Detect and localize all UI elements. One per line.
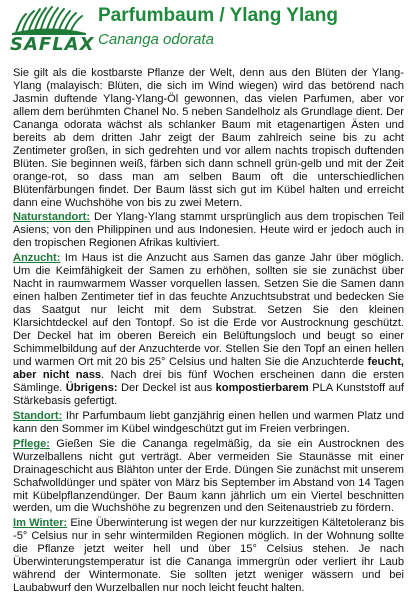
section-text: Im Haus ist die Anzucht aus Samen das ganze Jahr über möglich. Um die Keimfähigkeit der Samen zu erhöhen, sollten sie sie zunächst über Nacht in raumwarmem Wasser vorquellen lassen. Setzen Sie die Samen dann einen halben Zentimeter tief in das feuchte Anzuchtsubstrat und bedecken Sie das Saatgut nur leicht mit dem Substrat. Setzen Sie den kleinen Klarsichtdeckel auf den Tontopf. So ist die Erde vor Austrocknung geschützt. Der Deckel hat im oberen Bereich ein Belüftungsloch und beugt so einer Schimmelbildung auf der Anzuchterde vor. Stellen Sie den Topf an einen hellen und warmen Ort mit 20 bis 25° Celsius und halten Sie die Anzuchterde (13, 252, 404, 368)
section-text: Ihr Parfumbaum liebt ganzjährig einen hellen und warmen Platz und kann den Sommer im Kübel windgeschützt gut im Freien verbringen. (13, 409, 404, 435)
section-pflege (13, 438, 404, 516)
saflax-logo (10, 6, 95, 58)
bold-text: feucht, aber nicht nass (13, 355, 404, 381)
section-im-winter (13, 517, 404, 595)
intro-paragraph: Sie gilt als die kostbarste Pflanze der Welt, denn aus den Blüten der Ylang-Ylang (malayisch: Blüten, die sich im Wind wiegen) wird das betörend nach Jasmin duftende Ylang-Ylang-Öl gewonnen, das vielen Parfumen, aber vor allem dem berühmten Chanel No. 5 neben Sandelholz als Grundlage dient. Der Cananga odorata wächst als schlanker Baum mit etagenartigen Ästen und bereits ab dem dritten Jahr zeigt der Baum zahlreich seine bis zu acht Zentimeter großen, in sich gedrehten und vor allem nachts tropisch duftenden Blüten. Sie beginnen weiß, färben sich dann schnell grün-gelb und mit der Zeit orange-rot, so dass man am selben Baum oft die unterschiedlichen Blütenfärbungen findet. Der Baum lässt sich gut im Kübel halten und erreicht dann eine Wuchshöhe von bis zu zwei Metern. (13, 67, 404, 209)
bold-text: kompostierbarem (215, 381, 309, 394)
header (0, 0, 416, 60)
section-text: Der Ylang-Ylang stammt ursprünglich aus dem tropischen Teil Asiens; von den Philippinen und aus Indonesien. Heute wird er jedoch auch in den tropischen Regionen Afrikas kultiviert. (13, 211, 404, 250)
page-title: Parfumbaum / Ylang Ylang (98, 5, 339, 26)
section-text: Der Deckel ist aus (117, 381, 216, 394)
section-heading: Anzucht: (13, 252, 61, 265)
grass-logo-icon (10, 6, 88, 36)
section-standort (13, 410, 404, 436)
page-subtitle: Cananga odorata (98, 31, 214, 48)
section-anzucht (13, 252, 404, 407)
section-text: Eine Überwinterung ist wegen der nur kurzzeitigen Kältetoleranz bis -5° Celsius nur in sehr wintermilden Regionen möglich. In der Wohnung sollte die Pflanze jetzt weiter hell und über 15° Celsius stehen. Je nach Überwinterungstemperatur ist die Cananga immergrün oder verliert ihr Laub während der Wintermonate. Sie sollten jetzt weniger wässern und bei Laubabwurf den Wurzelballen nur noch leicht feucht halten. (13, 517, 404, 595)
section-text: Gießen Sie die Cananga regelmäßig, da sie ein Austrocknen des Wurzelballens nicht gut verträgt. Aber vermeiden Sie Staunässe mit einer Drainageschicht aus Blähton unter der Erde. Düngen Sie zunächst mit unserem Schafwolldünger und später von März bis September im Abstand von 14 Tagen mit Kübelpflanzendünger. Der Baum kann jährlich um ein Viertel beschnitten werden, um die Wuchshöhe zu begrenzen und den Seitenaustrieb zu fördern. (13, 437, 404, 515)
saflax-logo-text: SAFLAX (10, 34, 95, 55)
section-heading: Im Winter: (13, 517, 68, 530)
section-heading: Naturstandort: (13, 211, 91, 224)
section-naturstandort (13, 211, 404, 250)
document-body (13, 67, 404, 597)
section-text: PLA Kunststoff auf Stärkebasis gefertigt. (13, 381, 405, 407)
section-text: . Nach drei bis fünf Wochen erscheinen dann die ersten Sämlinge. (13, 368, 404, 394)
section-heading: Pflege: (13, 437, 50, 450)
section-heading: Standort: (13, 409, 63, 422)
bold-text: Übrigens: (65, 381, 118, 394)
